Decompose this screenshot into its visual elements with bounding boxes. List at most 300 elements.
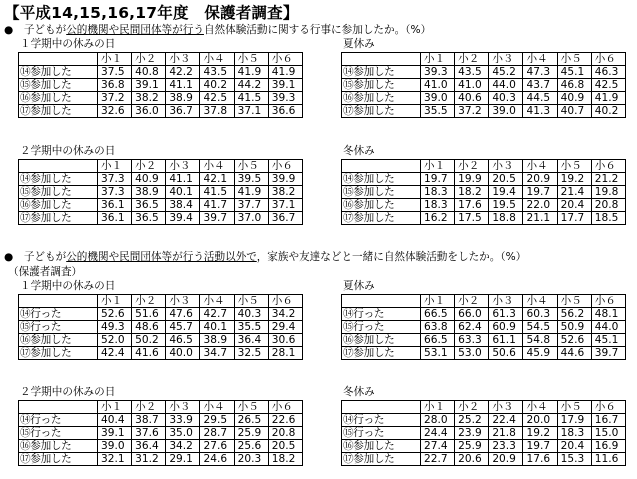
row-label: ⑭参加した [19,66,98,79]
grade-header: 小５ [234,401,268,414]
value-cell: 38.9 [132,186,166,199]
value-cell: 34.2 [268,308,302,321]
value-cell: 32.5 [234,347,268,360]
grade-header: 小３ [489,160,523,173]
corner-cell [342,401,421,414]
value-cell: 40.1 [200,321,234,334]
value-cell: 52.6 [98,308,132,321]
value-cell: 41.1 [166,173,200,186]
grade-header: 小２ [132,295,166,308]
value-cell: 36.1 [98,212,132,225]
question-text: ，家族や友達などと一緒に自然体験活動をしたか。（%） [256,251,527,263]
value-cell: 37.3 [98,173,132,186]
value-cell: 39.3 [421,66,455,79]
value-cell: 46.3 [591,66,625,79]
block-title: 夏休み [343,38,375,50]
table-row [19,414,303,427]
value-cell: 21.8 [489,427,523,440]
value-cell: 19.5 [489,199,523,212]
row-label: ⑯参加した [19,199,98,212]
value-cell: 38.7 [132,414,166,427]
grade-header: 小４ [200,53,234,66]
value-cell: 35.0 [166,427,200,440]
value-cell: 50.2 [132,334,166,347]
value-cell: 43.5 [200,66,234,79]
grade-header: 小２ [455,53,489,66]
value-cell: 17.7 [557,212,591,225]
value-cell: 18.3 [557,427,591,440]
grade-header: 小４ [523,160,557,173]
value-cell: 17.6 [523,453,557,466]
value-cell: 24.6 [200,453,234,466]
value-cell: 25.6 [234,440,268,453]
grade-header: 小３ [166,53,200,66]
grade-header: 小５ [234,160,268,173]
value-cell: 51.6 [132,308,166,321]
value-cell: 33.9 [166,414,200,427]
value-cell: 39.0 [98,440,132,453]
value-cell: 20.4 [557,199,591,212]
value-cell: 20.9 [489,453,523,466]
grade-header: 小５ [557,53,591,66]
value-cell: 37.3 [98,186,132,199]
row-label: ⑭参加した [342,66,421,79]
value-cell: 39.5 [234,173,268,186]
value-cell: 66.5 [421,334,455,347]
value-cell: 35.5 [421,105,455,118]
value-cell: 37.8 [200,105,234,118]
row-label: ⑰参加した [19,453,98,466]
value-cell: 22.4 [489,414,523,427]
row-label: ⑰参加した [342,105,421,118]
value-cell: 36.7 [166,105,200,118]
row-label: ⑭行った [19,414,98,427]
value-cell: 49.3 [98,321,132,334]
value-cell: 36.6 [268,105,302,118]
value-cell: 32.1 [98,453,132,466]
value-cell: 35.5 [234,321,268,334]
table-block [341,279,626,360]
value-cell: 61.1 [489,334,523,347]
value-cell: 34.7 [200,347,234,360]
row-label: ⑯参加した [19,334,98,347]
value-cell: 39.9 [268,173,302,186]
value-cell: 66.5 [421,308,455,321]
value-cell: 20.4 [557,440,591,453]
value-cell: 41.9 [591,92,625,105]
value-cell: 46.5 [166,334,200,347]
value-cell: 19.2 [523,427,557,440]
value-cell: 18.8 [489,212,523,225]
grade-header: 小２ [455,295,489,308]
row-label: ⑮行った [342,427,421,440]
grade-header: 小１ [421,295,455,308]
row-label: ⑰参加した [19,105,98,118]
data-table [341,52,626,118]
value-cell: 45.9 [523,347,557,360]
value-cell: 16.9 [591,440,625,453]
value-cell: 42.7 [200,308,234,321]
grade-header: 小４ [200,160,234,173]
value-cell: 15.3 [557,453,591,466]
value-cell: 22.0 [523,199,557,212]
value-cell: 20.3 [234,453,268,466]
table-row [342,308,626,321]
row-label: ⑭行った [342,308,421,321]
value-cell: 37.1 [234,105,268,118]
value-cell: 36.1 [98,199,132,212]
value-cell: 44.0 [591,321,625,334]
row-label: ⑭行った [19,308,98,321]
value-cell: 52.6 [557,334,591,347]
table-row [342,79,626,92]
value-cell: 41.5 [200,186,234,199]
value-cell: 26.5 [234,414,268,427]
table-row [342,66,626,79]
value-cell: 16.2 [421,212,455,225]
value-cell: 45.1 [557,66,591,79]
value-cell: 28.1 [268,347,302,360]
value-cell: 29.4 [268,321,302,334]
value-cell: 42.4 [98,347,132,360]
row-label: ⑯参加した [342,199,421,212]
table-row [19,92,303,105]
value-cell: 60.9 [489,321,523,334]
corner-cell [342,295,421,308]
value-cell: 20.8 [591,199,625,212]
grade-header: 小２ [455,401,489,414]
page-title: 【平成14,15,16,17年度 保護者調査】 [4,4,299,22]
table-row [342,186,626,199]
value-cell: 40.0 [166,347,200,360]
row-label: ⑭参加した [342,173,421,186]
grade-header: 小６ [591,160,625,173]
value-cell: 63.3 [455,334,489,347]
value-cell: 40.2 [591,105,625,118]
question-2 [4,249,526,264]
row-label: ⑰参加した [342,347,421,360]
value-cell: 50.9 [557,321,591,334]
corner-cell [19,295,98,308]
grade-header: 小３ [489,295,523,308]
value-cell: 27.4 [421,440,455,453]
row-label: ⑰参加した [19,212,98,225]
value-cell: 21.1 [523,212,557,225]
value-cell: 18.5 [591,212,625,225]
value-cell: 20.8 [268,427,302,440]
table-row [19,347,303,360]
row-label: ⑯参加した [342,92,421,105]
value-cell: 41.0 [455,79,489,92]
value-cell: 18.3 [421,199,455,212]
value-cell: 62.4 [455,321,489,334]
value-cell: 23.3 [489,440,523,453]
grade-header: 小６ [268,53,302,66]
value-cell: 19.7 [523,440,557,453]
value-cell: 41.9 [234,186,268,199]
table-row [19,440,303,453]
value-cell: 39.0 [421,92,455,105]
value-cell: 36.5 [132,199,166,212]
grade-header: 小１ [421,160,455,173]
block-title: 冬休み [343,145,375,157]
corner-cell [19,53,98,66]
row-label: ⑮参加した [342,186,421,199]
value-cell: 20.9 [523,173,557,186]
row-label: ⑰参加した [342,212,421,225]
grade-header: 小３ [166,295,200,308]
corner-cell [19,160,98,173]
value-cell: 46.8 [557,79,591,92]
value-cell: 40.8 [132,66,166,79]
value-cell: 40.1 [166,186,200,199]
value-cell: 42.5 [591,79,625,92]
value-cell: 39.7 [200,212,234,225]
grade-header: 小６ [268,295,302,308]
value-cell: 41.9 [268,66,302,79]
table-row [342,414,626,427]
value-cell: 47.6 [166,308,200,321]
table-block [341,144,626,225]
value-cell: 39.1 [132,79,166,92]
grade-header: 小５ [234,53,268,66]
grade-header: 小６ [591,295,625,308]
question-underlined: 公的機関や民間団体等が行う活動以外で [66,251,257,263]
value-cell: 42.2 [166,66,200,79]
value-cell: 63.8 [421,321,455,334]
data-table [341,294,626,360]
value-cell: 38.4 [166,199,200,212]
value-cell: 45.2 [489,66,523,79]
table-row [342,92,626,105]
value-cell: 18.3 [421,186,455,199]
value-cell: 31.2 [132,453,166,466]
value-cell: 53.1 [421,347,455,360]
value-cell: 40.3 [489,92,523,105]
value-cell: 23.9 [455,427,489,440]
value-cell: 39.1 [98,427,132,440]
value-cell: 38.2 [268,186,302,199]
value-cell: 36.0 [132,105,166,118]
grade-header: 小５ [557,401,591,414]
row-label: ⑰参加した [19,347,98,360]
block-title: ２学期中の休みの日 [20,145,116,157]
value-cell: 39.4 [166,212,200,225]
value-cell: 21.4 [557,186,591,199]
data-table [341,400,626,466]
value-cell: 39.0 [489,105,523,118]
value-cell: 19.7 [421,173,455,186]
row-label: ⑰参加した [342,453,421,466]
bullet: ● [4,251,14,263]
value-cell: 61.3 [489,308,523,321]
question-1 [4,22,431,37]
value-cell: 66.0 [455,308,489,321]
value-cell: 15.0 [591,427,625,440]
value-cell: 60.3 [523,308,557,321]
value-cell: 38.2 [132,92,166,105]
value-cell: 32.6 [98,105,132,118]
value-cell: 25.2 [455,414,489,427]
value-cell: 28.0 [421,414,455,427]
grade-header: 小１ [98,295,132,308]
table-row [19,79,303,92]
value-cell: 28.7 [200,427,234,440]
value-cell: 22.6 [268,414,302,427]
value-cell: 40.9 [557,92,591,105]
value-cell: 29.5 [200,414,234,427]
value-cell: 19.4 [489,186,523,199]
value-cell: 42.5 [200,92,234,105]
question-text: 自然体験活動に関する行事に参加したか。（%） [203,24,432,36]
grade-header: 小１ [98,160,132,173]
table-row [342,212,626,225]
grade-header: 小６ [591,53,625,66]
value-cell: 30.6 [268,334,302,347]
table-row [342,321,626,334]
value-cell: 20.0 [523,414,557,427]
value-cell: 45.7 [166,321,200,334]
value-cell: 41.1 [166,79,200,92]
table-row [19,427,303,440]
grade-header: 小３ [489,401,523,414]
table-block [341,37,626,118]
table-row [19,173,303,186]
table-row [19,334,303,347]
value-cell: 36.4 [234,334,268,347]
block-title: 冬休み [343,386,375,398]
table-row [19,66,303,79]
table-row [342,453,626,466]
block-title: ２学期中の休みの日 [20,386,116,398]
table-block [18,279,303,360]
value-cell: 37.2 [98,92,132,105]
value-cell: 19.8 [591,186,625,199]
table-block [18,37,303,118]
corner-cell [342,160,421,173]
grade-header: 小４ [523,401,557,414]
grade-header: 小２ [132,53,166,66]
value-cell: 40.4 [98,414,132,427]
value-cell: 20.5 [268,440,302,453]
value-cell: 39.7 [591,347,625,360]
table-row [342,427,626,440]
value-cell: 24.4 [421,427,455,440]
value-cell: 54.8 [523,334,557,347]
value-cell: 25.9 [455,440,489,453]
block-title: １学期中の休みの日 [20,38,116,50]
value-cell: 48.1 [591,308,625,321]
data-table [18,400,303,466]
value-cell: 52.0 [98,334,132,347]
data-table [341,159,626,225]
table-row [342,440,626,453]
grade-header: 小５ [557,295,591,308]
value-cell: 53.0 [455,347,489,360]
table-row [19,186,303,199]
value-cell: 36.4 [132,440,166,453]
value-cell: 36.7 [268,212,302,225]
value-cell: 40.2 [200,79,234,92]
table-row [19,199,303,212]
bullet: ● [4,24,14,36]
value-cell: 39.3 [268,92,302,105]
table-row [19,105,303,118]
value-cell: 20.5 [489,173,523,186]
value-cell: 37.6 [132,427,166,440]
grade-header: 小１ [98,401,132,414]
row-label: ⑮参加した [19,79,98,92]
value-cell: 56.2 [557,308,591,321]
value-cell: 48.6 [132,321,166,334]
row-label: ⑮参加した [342,79,421,92]
table-row [19,321,303,334]
grade-header: 小５ [234,295,268,308]
value-cell: 19.7 [523,186,557,199]
value-cell: 37.5 [98,66,132,79]
question-text: 子どもが [13,24,67,36]
value-cell: 27.6 [200,440,234,453]
value-cell: 50.6 [489,347,523,360]
value-cell: 41.6 [132,347,166,360]
value-cell: 37.1 [268,199,302,212]
value-cell: 25.9 [234,427,268,440]
data-table [18,159,303,225]
table-row [19,453,303,466]
grade-header: 小３ [489,53,523,66]
grade-header: 小３ [166,160,200,173]
value-cell: 37.0 [234,212,268,225]
value-cell: 36.5 [132,212,166,225]
grade-header: 小１ [98,53,132,66]
table-block [341,385,626,466]
value-cell: 41.9 [234,66,268,79]
value-cell: 16.7 [591,414,625,427]
value-cell: 18.2 [268,453,302,466]
grade-header: 小４ [200,401,234,414]
value-cell: 20.6 [455,453,489,466]
grade-header: 小４ [523,295,557,308]
value-cell: 40.3 [234,308,268,321]
corner-cell [19,401,98,414]
table-row [342,199,626,212]
table-row [342,173,626,186]
value-cell: 41.5 [234,92,268,105]
value-cell: 17.6 [455,199,489,212]
question-text: 子どもが [13,251,67,263]
data-table [18,52,303,118]
value-cell: 41.0 [421,79,455,92]
value-cell: 40.9 [132,173,166,186]
value-cell: 36.8 [98,79,132,92]
value-cell: 22.7 [421,453,455,466]
value-cell: 44.2 [234,79,268,92]
value-cell: 38.9 [166,92,200,105]
value-cell: 38.9 [200,334,234,347]
value-cell: 21.2 [591,173,625,186]
value-cell: 39.1 [268,79,302,92]
value-cell: 47.3 [523,66,557,79]
table-row [342,347,626,360]
value-cell: 44.0 [489,79,523,92]
grade-header: 小４ [523,53,557,66]
grade-header: 小６ [591,401,625,414]
table-block [18,385,303,466]
grade-header: 小１ [421,401,455,414]
value-cell: 43.7 [523,79,557,92]
row-label: ⑭行った [342,414,421,427]
survey-note: （保護者調査） [8,266,83,278]
